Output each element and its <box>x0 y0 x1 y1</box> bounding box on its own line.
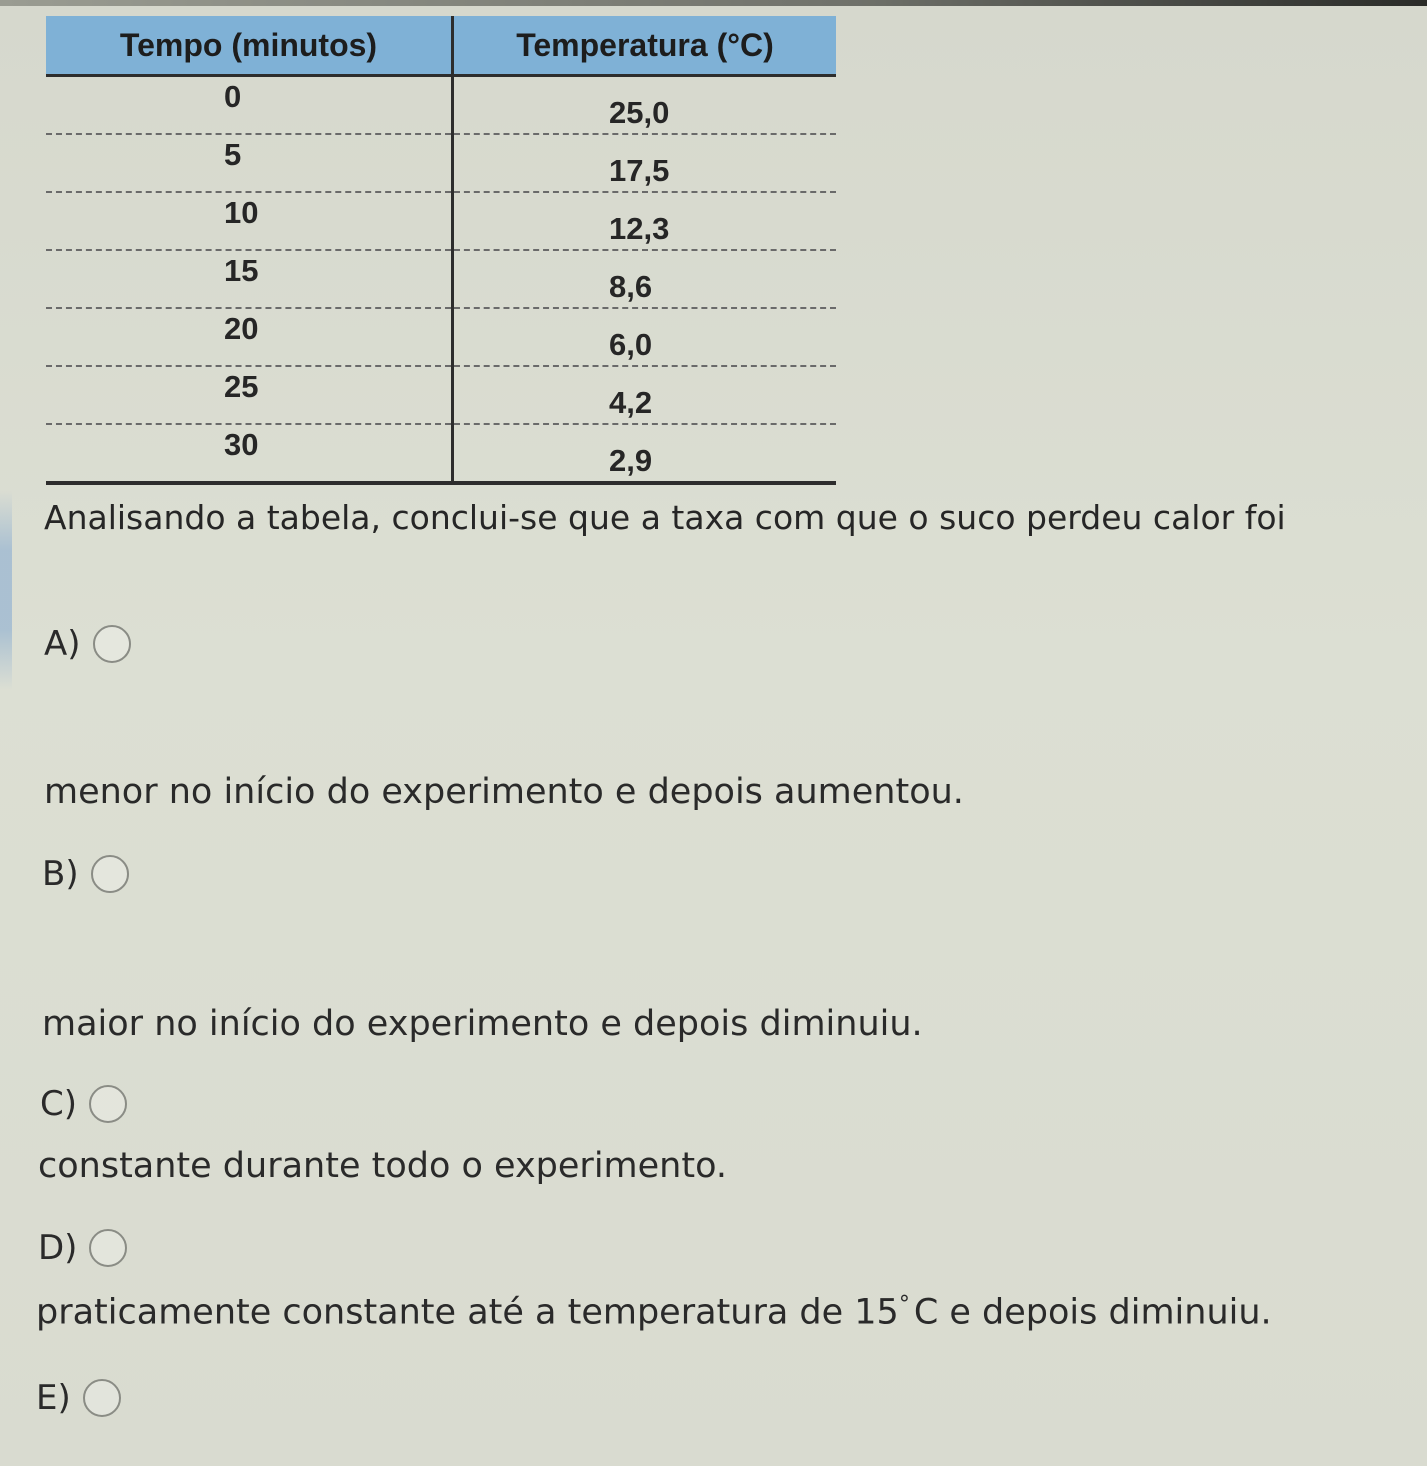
cell-temperature: 6,0 <box>453 308 837 366</box>
table-row <box>46 250 836 308</box>
option-d-text-after: C e depois diminuiu. <box>913 1292 1272 1333</box>
left-accent <box>0 490 12 690</box>
option-b[interactable] <box>42 854 129 894</box>
top-edge <box>0 0 1427 6</box>
option-a-text: menor no início do experimento e depois aumentou. <box>44 772 964 812</box>
cell-temperature: 2,9 <box>453 424 837 483</box>
question-text: Analisando a tabela, conclui-se que a taxa com que o suco perdeu calor foi <box>44 498 1286 537</box>
cell-time: 0 <box>46 76 453 135</box>
option-d-text-before: praticamente constante até a temperatura de 15 <box>36 1292 899 1333</box>
option-e[interactable] <box>36 1378 121 1418</box>
option-b-radio[interactable] <box>91 855 129 893</box>
table-row <box>46 76 836 135</box>
option-c-text: constante durante todo o experimento. <box>38 1146 727 1186</box>
table-row <box>46 424 836 483</box>
option-b-text: maior no início do experimento e depois diminuiu. <box>42 1004 923 1044</box>
option-d-radio[interactable] <box>89 1229 127 1267</box>
option-d-text <box>36 1292 1272 1333</box>
table-row <box>46 366 836 424</box>
cell-temperature: 17,5 <box>453 134 837 192</box>
option-b-letter: B) <box>42 854 79 894</box>
option-d[interactable] <box>38 1228 127 1268</box>
option-a-radio[interactable] <box>93 625 131 663</box>
cell-time: 10 <box>46 192 453 250</box>
option-e-letter: E) <box>36 1378 71 1418</box>
option-c[interactable] <box>40 1084 127 1124</box>
temperature-table <box>46 16 836 485</box>
option-c-radio[interactable] <box>89 1085 127 1123</box>
cell-temperature: 8,6 <box>453 250 837 308</box>
table-row <box>46 134 836 192</box>
table-header-row <box>46 16 836 76</box>
option-d-letter: D) <box>38 1228 78 1268</box>
cell-time: 30 <box>46 424 453 483</box>
option-a[interactable] <box>44 624 131 664</box>
cell-time: 5 <box>46 134 453 192</box>
cell-temperature: 4,2 <box>453 366 837 424</box>
option-e-radio[interactable] <box>83 1379 121 1417</box>
cell-time: 20 <box>46 308 453 366</box>
cell-time: 15 <box>46 250 453 308</box>
cell-temperature: 12,3 <box>453 192 837 250</box>
degree-symbol: ° <box>898 1292 910 1317</box>
header-time: Tempo (minutos) <box>46 16 453 76</box>
table-row <box>46 308 836 366</box>
option-a-letter: A) <box>44 624 81 664</box>
cell-time: 25 <box>46 366 453 424</box>
option-c-letter: C) <box>40 1084 78 1124</box>
cell-temperature: 25,0 <box>453 76 837 135</box>
table-row <box>46 192 836 250</box>
header-temperature: Temperatura (°C) <box>453 16 837 76</box>
